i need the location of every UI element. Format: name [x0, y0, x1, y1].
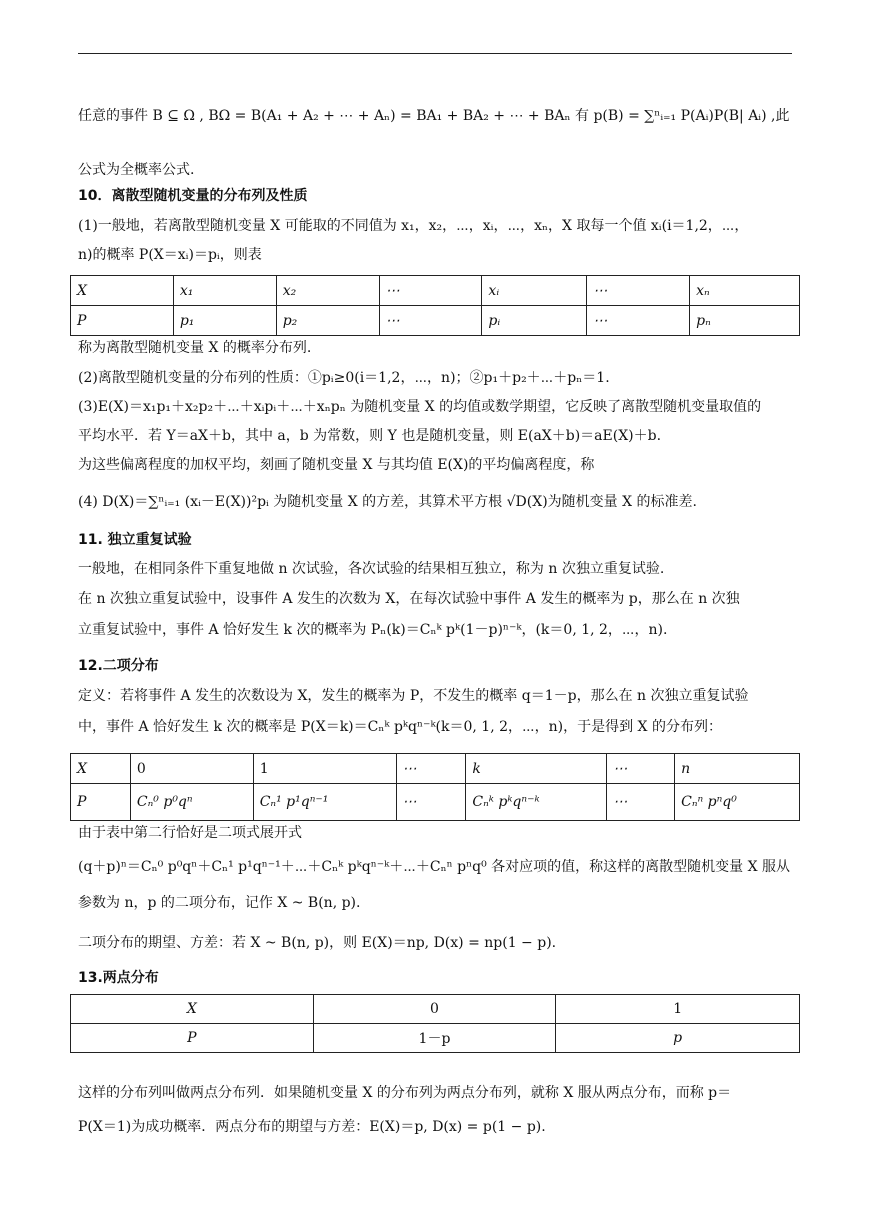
table-cell: 1: [253, 754, 396, 784]
table-cell: 1: [556, 995, 800, 1024]
total-probability-caption: 公式为全概率公式.: [78, 162, 195, 178]
table-cell: pᵢ: [482, 306, 587, 336]
para-10-3-b: 平均水平．若 Y＝aX＋b，其中 a，b 为常数，则 Y 也是随机变量，则 E(aX＋b)＝aE(X)＋b.: [78, 428, 662, 444]
table-cell: ⋯: [587, 306, 690, 336]
para-10-4: (4) D(X)＝∑ⁿᵢ₌₁ (xᵢ－E(X))²pᵢ 为随机变量 X 的方差，其算术平方根 √D(X)为随机变量 X 的标准差.: [78, 494, 697, 510]
table-cell: n: [675, 754, 800, 784]
table-cell: p₁: [173, 306, 276, 336]
table-cell: ⋯: [607, 754, 675, 784]
table-cell: x₁: [173, 276, 276, 306]
table-row: [71, 754, 800, 784]
para-12-d: (q＋p)ⁿ＝Cₙ⁰ p⁰qⁿ＋Cₙ¹ p¹qⁿ⁻¹＋⋯＋Cₙᵏ pᵏqⁿ⁻ᵏ＋⋯＋Cₙⁿ pⁿq⁰ 各对应项的值，称这样的离散型随机变量 X 服从: [78, 859, 791, 875]
table-cell: p: [556, 1024, 800, 1053]
table-cell: xₙ: [690, 276, 800, 306]
para-10-3-c: 为这些偏离程度的加权平均，刻画了随机变量 X 与其均值 E(X)的平均偏离程度，称: [78, 457, 595, 473]
table-cell: 0: [313, 995, 556, 1024]
table-cell: P: [71, 306, 174, 336]
table-cell: P: [71, 1024, 314, 1053]
table-cell: ⋯: [379, 276, 482, 306]
table-cell: p₂: [276, 306, 379, 336]
table-cell: X: [71, 754, 131, 784]
para-10-1-a: (1)一般地，若离散型随机变量 X 可能取的不同值为 x₁，x₂，⋯，xᵢ，⋯，xₙ，X 取每一个值 xᵢ(i＝1,2，⋯，: [78, 218, 749, 234]
para-10-2: (2)离散型随机变量的分布列的性质：①pᵢ≥0(i＝1,2，⋯，n)；②p₁＋p₂＋⋯＋pₙ＝1.: [78, 370, 610, 386]
para-10-3-a: (3)E(X)＝x₁p₁＋x₂p₂＋⋯＋xᵢpᵢ＋⋯＋xₙpₙ 为随机变量 X 的均值或数学期望，它反映了离散型随机变量取值的: [78, 399, 762, 415]
section-13-heading: 13.两点分布: [78, 970, 159, 986]
para-11-c: 立重复试验中，事件 A 恰好发生 k 次的概率为 Pₙ(k)＝Cₙᵏ pᵏ(1－p)ⁿ⁻ᵏ，(k＝0, 1, 2，⋯，n).: [78, 622, 668, 638]
table-cell: Cₙ¹ p¹qⁿ⁻¹: [253, 784, 396, 821]
binomial-table: [70, 753, 800, 821]
section-10-heading: 10．离散型随机变量的分布列及性质: [78, 188, 308, 204]
para-12-b: 中，事件 A 恰好发生 k 次的概率是 P(X＝k)＝Cₙᵏ pᵏqⁿ⁻ᵏ(k＝0, 1, 2，⋯，n)，于是得到 X 的分布列：: [78, 719, 722, 735]
para-11-b: 在 n 次独立重复试验中，设事件 A 发生的次数为 X，在每次试验中事件 A 发生的概率为 p，那么在 n 次独: [78, 591, 740, 607]
distribution-table: [70, 275, 800, 336]
para-11-a: 一般地，在相同条件下重复地做 n 次试验，各次试验的结果相互独立，称为 n 次独立重复试验.: [78, 561, 665, 577]
para-12-f: 二项分布的期望、方差：若 X ~ B(n, p)，则 E(X)＝np, D(x) = np(1 − p).: [78, 935, 557, 951]
table-cell: P: [71, 784, 131, 821]
table-cell: ⋯: [396, 784, 466, 821]
table-cell: ⋯: [607, 784, 675, 821]
para-13-b: P(X＝1)为成功概率．两点分布的期望与方差：E(X)＝p, D(x) = p(1 − p).: [78, 1119, 546, 1135]
para-10-1-b: n)的概率 P(X＝xᵢ)＝pᵢ，则表: [78, 247, 262, 263]
para-12-c: 由于表中第二行恰好是二项式展开式: [78, 825, 302, 841]
table-cell: k: [466, 754, 607, 784]
table-cell: Cₙ⁰ p⁰qⁿ: [130, 784, 253, 821]
table-row: [71, 1024, 800, 1053]
table-cell: ⋯: [396, 754, 466, 784]
para-13-a: 这样的分布列叫做两点分布列．如果随机变量 X 的分布列为两点分布列，就称 X 服从两点分布，而称 p＝: [78, 1085, 732, 1101]
table-cell: xᵢ: [482, 276, 587, 306]
table-cell: pₙ: [690, 306, 800, 336]
table-cell: 0: [130, 754, 253, 784]
table-row: [71, 306, 800, 336]
total-probability-line: 任意的事件 B ⊆ Ω , BΩ = B(A₁ + A₂ + ⋯ + Aₙ) = BA₁ + BA₂ + ⋯ + BAₙ 有 p(B) = ∑ⁿᵢ₌₁ P(Aᵢ)P(B| Aᵢ) ,此: [78, 108, 790, 124]
table-cell: Cₙⁿ pⁿq⁰: [675, 784, 800, 821]
section-11-heading: 11. 独立重复试验: [78, 532, 192, 548]
para-12-e: 参数为 n，p 的二项分布，记作 X ~ B(n, p).: [78, 895, 361, 911]
two-point-table: [70, 994, 800, 1053]
table-cell: 1－p: [313, 1024, 556, 1053]
table-cell: x₂: [276, 276, 379, 306]
table-cell: ⋯: [379, 306, 482, 336]
header-rule: [78, 53, 792, 54]
table-cell: X: [71, 276, 174, 306]
para-10-1-c: 称为离散型随机变量 X 的概率分布列.: [78, 340, 312, 356]
table-row: [71, 995, 800, 1024]
table-row: [71, 784, 800, 821]
table-cell: ⋯: [587, 276, 690, 306]
section-12-heading: 12.二项分布: [78, 658, 159, 674]
table-cell: Cₙᵏ pᵏqⁿ⁻ᵏ: [466, 784, 607, 821]
para-12-a: 定义：若将事件 A 发生的次数设为 X，发生的概率为 P，不发生的概率 q＝1－p，那么在 n 次独立重复试验: [78, 688, 749, 704]
table-cell: X: [71, 995, 314, 1024]
table-row: [71, 276, 800, 306]
